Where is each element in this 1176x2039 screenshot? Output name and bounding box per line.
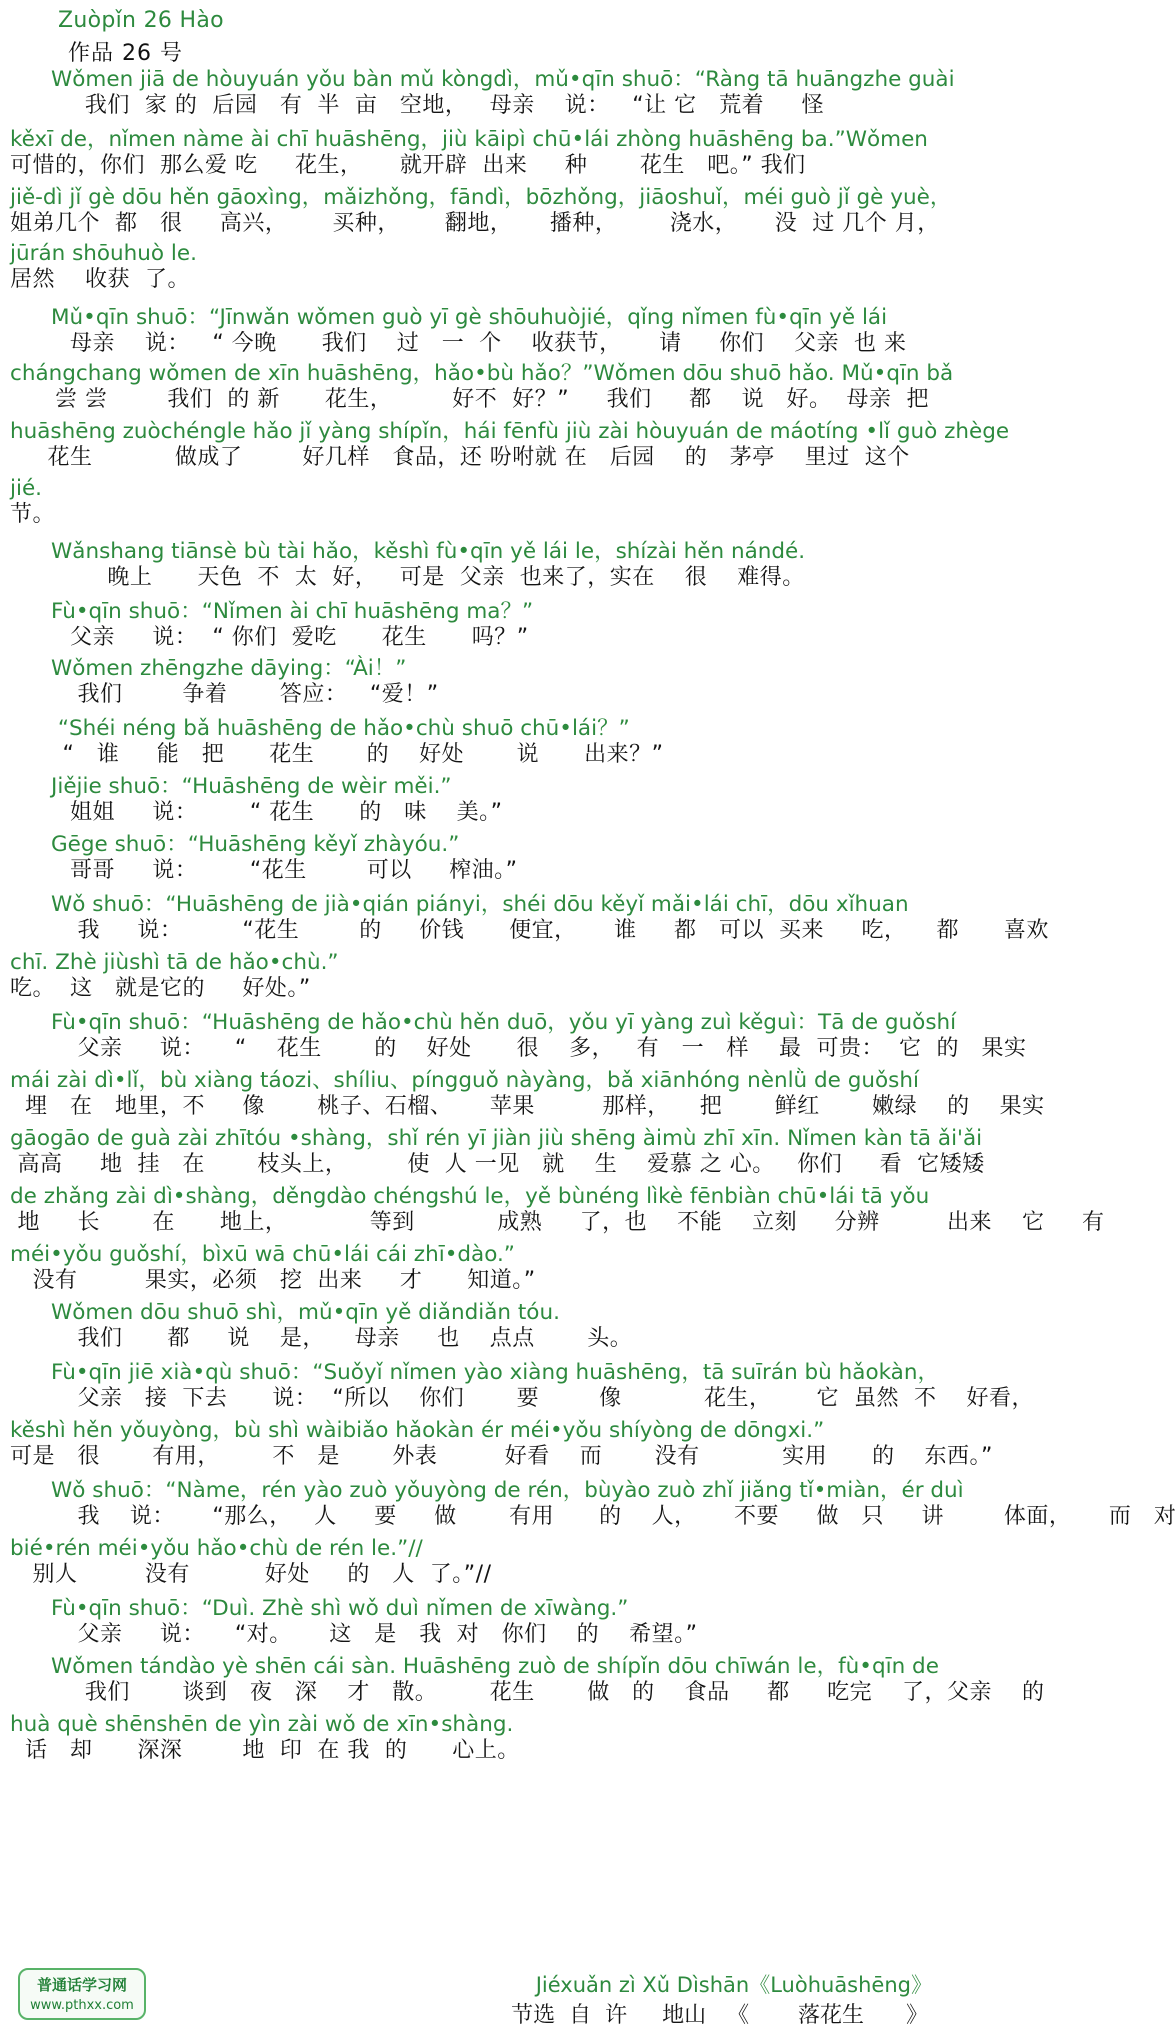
pinyin-line: jié. <box>10 476 43 501</box>
pinyin-line: Wǒmen dōu shuō shì，mǔ•qīn yě diǎndiǎn tóu. <box>10 1300 560 1325</box>
pinyin-line: méi•yǒu guǒshí，bìxū wā chū•lái cái zhī•dào.” <box>10 1242 515 1267</box>
pinyin-line: gāogāo de guà zài zhītóu •shàng，shǐ rén yī jiàn jiù shēng àimù zhī xīn. Nǐmen kàn tā ǎi'ǎi <box>10 1126 983 1151</box>
pinyin-line: bié•rén méi•yǒu hǎo•chù de rén le.”// <box>10 1536 423 1561</box>
hanzi-line: 居然 收获 了。 <box>10 267 190 292</box>
hanzi-line: 尝 尝 我们 的 新 花生， 好不 好？” 我们 都 说 好。 母亲 把 <box>10 387 930 412</box>
pinyin-line: Gēge shuō：“Huāshēng kěyǐ zhàyóu.” <box>10 832 460 857</box>
pinyin-line: mái zài dì•lǐ，bù xiàng táozi、shíliu、píngguǒ nàyàng，bǎ xiānhóng nènlǜ de guǒshí <box>10 1068 919 1093</box>
pinyin-line: Jiějie shuō：“Huāshēng de wèir měi.” <box>10 774 452 799</box>
hanzi-line: 父亲 说： “ 花生 的 好处 很 多， 有 一 样 最 可贵： 它 的 果实 <box>10 1036 1027 1061</box>
hanzi-line: 我 说： “花生 的 价钱 便宜， 谁 都 可以 买来 吃， 都 喜欢 <box>10 918 1049 943</box>
pinyin-line: Wǒmen tándào yè shēn cái sàn. Huāshēng zuò de shípǐn dōu chīwán le，fù•qīn de <box>10 1654 939 1679</box>
pinyin-line: Wǒmen zhēngzhe dāying：“Ài！” <box>10 656 407 681</box>
pinyin-line: jiě-dì jǐ gè dōu hěn gāoxìng，mǎizhǒng，fāndì，bōzhǒng，jiāoshuǐ，méi guò jǐ gè yuè， <box>10 185 952 210</box>
pinyin-line: Wǒ shuō：“Nàme，rén yào zuò yǒuyòng de rén，bùyào zuò zhǐ jiǎng tǐ•miàn，ér duì <box>10 1478 964 1503</box>
title-pinyin: Zuòpǐn 26 Hào <box>58 8 224 33</box>
hanzi-line: 别人 没有 好处 的 人 了。”// <box>10 1562 492 1587</box>
hanzi-line: 我 说： “那么， 人 要 做 有用 的 人， 不要 做 只 讲 体面， 而 对 <box>10 1504 1176 1529</box>
pinyin-line: kěshì hěn yǒuyòng，bù shì wàibiǎo hǎokàn ér méi•yǒu shíyòng de dōngxi.” <box>10 1418 825 1443</box>
hanzi-line: 吃。 这 就是它的 好处。” <box>10 976 311 1001</box>
hanzi-line: 我们 都 说 是， 母亲 也 点点 头。 <box>10 1326 633 1351</box>
pinyin-line: Mǔ•qīn shuō：“Jīnwǎn wǒmen guò yī gè shōuhuòjié，qǐng nǐmen fù•qīn yě lái <box>10 305 888 330</box>
hanzi-line: 父亲 说： “ 你们 爱吃 花生 吗？” <box>10 625 529 650</box>
pinyin-line: huāshēng zuòchéngle hǎo jǐ yàng shípǐn，hái fēnfù jiù zài hòuyuán de máotíng •lǐ guò zhège <box>10 419 1010 444</box>
hanzi-line: 可是 很 有用， 不 是 外表 好看 而 没有 实用 的 东西。” <box>10 1444 993 1469</box>
pinyin-line: chángchang wǒmen de xīn huāshēng，hǎo•bù hǎo？”Wǒmen dōu shuō hǎo. Mǔ•qīn bǎ <box>10 361 954 386</box>
pinyin-line: Wǒmen jiā de hòuyuán yǒu bàn mǔ kòngdì，mǔ•qīn shuō：“Ràng tā huāngzhe guài <box>10 67 955 92</box>
pinyin-line: huà què shēnshēn de yìn zài wǒ de xīn•shàng. <box>10 1712 514 1737</box>
hanzi-line: 节。 <box>10 502 56 527</box>
site-logo[interactable] <box>18 1968 146 2020</box>
pinyin-line: Fù•qīn shuō：“Duì. Zhè shì wǒ duì nǐmen de xīwàng.” <box>10 1596 629 1621</box>
hanzi-line: 父亲 接 下去 说： “所以 你们 要 像 花生， 它 虽然 不 好看， <box>10 1386 1034 1411</box>
hanzi-line: 地 长 在 地上， 等到 成熟 了，也 不能 立刻 分辨 出来 它 有 <box>10 1210 1105 1235</box>
hanzi-line: 我们 谈到 夜 深 才 散。 花生 做 的 食品 都 吃完 了，父亲 的 <box>10 1680 1045 1705</box>
hanzi-line: 父亲 说： “对。 这 是 我 对 你们 的 希望。” <box>10 1622 698 1647</box>
source-pinyin: Jiéxuǎn zì Xǔ Dìshān《Luòhuāshēng》 <box>535 1973 932 1997</box>
pinyin-line: chī. Zhè jiùshì tā de hǎo•chù.” <box>10 950 339 975</box>
hanzi-line: 姐弟几个 都 很 高兴， 买种， 翻地， 播种， 浇水， 没 过 几个 月， <box>10 211 940 236</box>
pinyin-line: Wǎnshang tiānsè bù tài hǎo，kěshì fù•qīn yě lái le，shízài hěn nándé. <box>10 539 806 564</box>
pinyin-line: jūrán shōuhuò le. <box>10 241 197 266</box>
pinyin-line: de zhǎng zài dì•shàng，děngdào chéngshú le，yě bùnéng lìkè fēnbiàn chū•lái tā yǒu <box>10 1184 930 1209</box>
hanzi-line: 话 却 深深 地 印 在 我 的 心上。 <box>10 1738 520 1763</box>
pinyin-line: kěxī de，nǐmen nàme ài chī huāshēng，jiù kāipì chū•lái zhòng huāshēng ba.”Wǒmen <box>10 127 928 152</box>
logo-url: www.pthxx.com <box>30 1998 134 2013</box>
hanzi-line: “ 谁 能 把 花生 的 好处 说 出来？” <box>10 742 664 767</box>
pinyin-line: Fù•qīn shuō：“Nǐmen ài chī huāshēng ma？” <box>10 599 534 624</box>
pinyin-line: Fù•qīn shuō：“Huāshēng de hǎo•chù hěn duō，yǒu yī yàng zuì kěguì：Tā de guǒshí <box>10 1010 957 1035</box>
hanzi-line: 高高 地 挂 在 枝头上， 使 人 一见 就 生 爱慕 之 心。 你们 看 它矮矮 <box>10 1152 985 1177</box>
hanzi-line: 可惜的，你们 那么爱 吃 花生， 就开辟 出来 种 花生 吧。” 我们 <box>10 153 806 178</box>
hanzi-line: 我们 家 的 后园 有 半 亩 空地， 母亲 说： “让 它 荒着 怪 <box>10 93 825 118</box>
hanzi-line: 埋 在 地里，不 像 桃子、石榴、 苹果 那样， 把 鲜红 嫩绿 的 果实 <box>10 1094 1045 1119</box>
hanzi-line: 花生 做成了 好几样 食品，还 吩咐就 在 后园 的 茅亭 里过 这个 <box>10 445 910 470</box>
hanzi-line: 母亲 说： “ 今晚 我们 过 一 个 收获节， 请 你们 父亲 也 来 <box>10 331 907 356</box>
logo-name: 普通话学习网 <box>36 1976 127 1994</box>
pinyin-line: Fù•qīn jiē xià•qù shuō：“Suǒyǐ nǐmen yào xiàng huāshēng，tā suīrán bù hǎokàn， <box>10 1360 939 1385</box>
hanzi-line: 晚上 天色 不 太 好， 可是 父亲 也来了，实在 很 难得。 <box>10 565 805 590</box>
pinyin-line: Wǒ shuō：“Huāshēng de jià•qián piányi，shéi dōu kěyǐ mǎi•lái chī，dōu xǐhuan <box>10 892 909 917</box>
hanzi-line: 我们 争着 答应： “爱！” <box>10 682 439 707</box>
title-hanzi: 作品 26 号 <box>68 41 183 66</box>
pinyin-line: “Shéi néng bǎ huāshēng de hǎo•chù shuō chū•lái？” <box>10 716 630 741</box>
hanzi-line: 哥哥 说： “花生 可以 榨油。” <box>10 858 518 883</box>
hanzi-line: 姐姐 说： “ 花生 的 味 美。” <box>10 800 503 825</box>
source-hanzi: 节选 自 许 地山 《 落花生 》 <box>511 2003 928 2028</box>
hanzi-line: 没有 果实，必须 挖 出来 才 知道。” <box>10 1268 536 1293</box>
